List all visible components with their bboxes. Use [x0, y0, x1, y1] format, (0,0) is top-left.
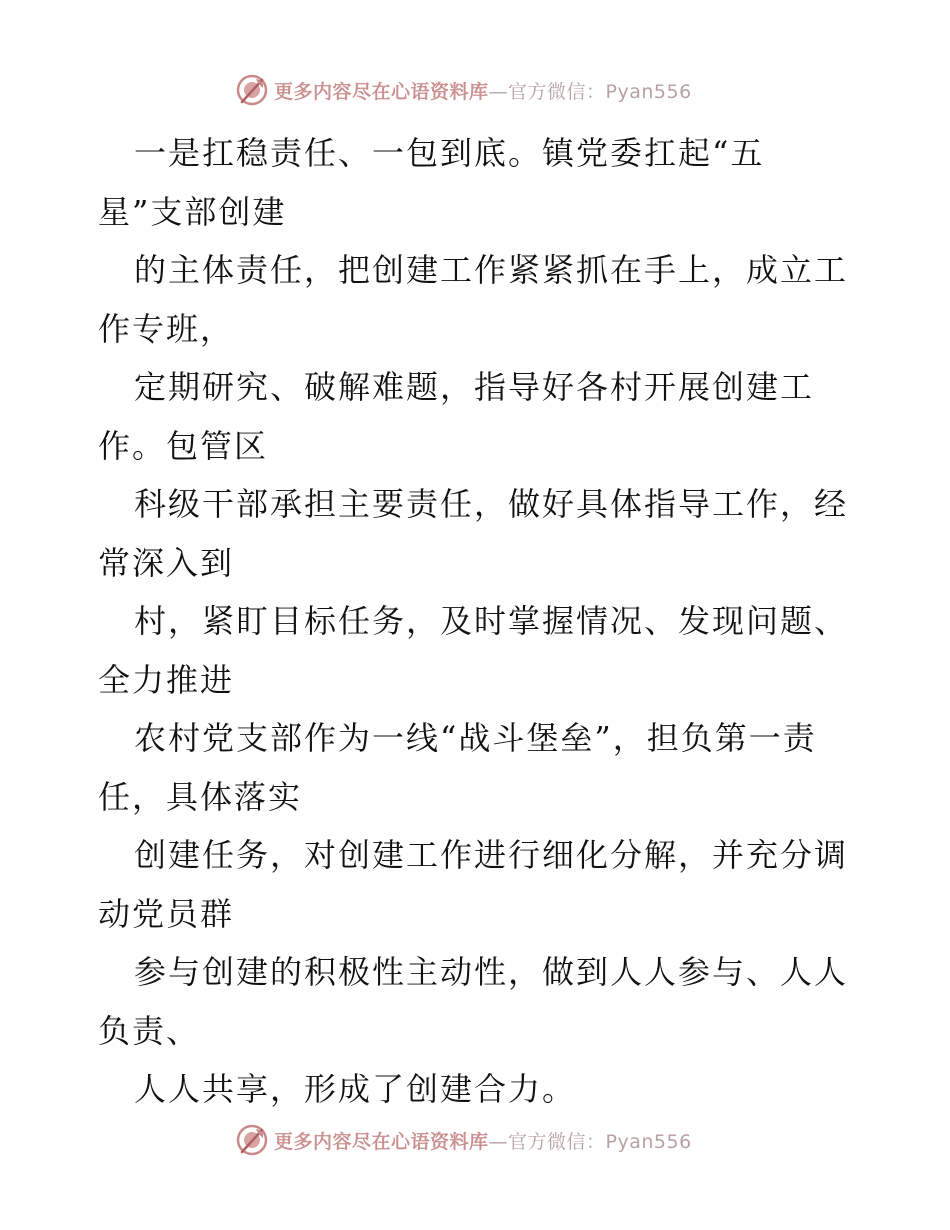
text-line: 参与创建的积极性主动性，做到人人参与、人人: [134, 953, 849, 991]
watermark-contact: 官方微信：Pyan556: [508, 80, 692, 103]
watermark-brand: 更多内容尽在心语资料库: [274, 80, 489, 103]
text-line: 作。包管区: [98, 426, 269, 465]
watermark-brand: 更多内容尽在心语资料库: [274, 1130, 489, 1153]
text-line: 动党员群: [98, 894, 235, 933]
text-line: 农村党支部作为一线“战斗堡垒”，担负第一责: [134, 719, 817, 757]
quill-logo-icon: [236, 74, 268, 106]
text-line: 全力推进: [98, 660, 235, 699]
text-line: 常深入到: [98, 543, 235, 582]
watermark-dash: —: [488, 1130, 509, 1153]
watermark-text: [274, 77, 692, 104]
watermark-dash: —: [488, 80, 509, 103]
text-line: 一是扛稳责任、一包到底。镇党委扛起“五: [134, 134, 765, 172]
header-watermark: [236, 73, 692, 107]
text-line: 定期研究、破解难题，指导好各村开展创建工: [134, 368, 815, 406]
footer-watermark: [236, 1123, 692, 1157]
text-line: 人人共享，形成了创建合力。: [134, 1070, 577, 1108]
watermark-contact: 官方微信：Pyan556: [508, 1130, 692, 1153]
text-line: 创建任务，对创建工作进行细化分解，并充分调: [134, 836, 849, 874]
text-line: 星”支部创建: [98, 192, 287, 231]
text-line: 负责、: [98, 1011, 201, 1050]
text-line: 科级干部承担主要责任，做好具体指导工作，经: [134, 485, 849, 523]
quill-logo-icon: [236, 1124, 268, 1156]
text-line: 任，具体落实: [98, 777, 303, 816]
text-line: 村，紧盯目标任务，及时掌握情况、发现问题、: [134, 602, 849, 640]
watermark-text: [274, 1127, 692, 1154]
text-line: 的主体责任，把创建工作紧紧抓在手上，成立工: [134, 251, 849, 289]
document-body: [98, 124, 858, 1119]
text-line: 作专班，: [98, 309, 235, 348]
